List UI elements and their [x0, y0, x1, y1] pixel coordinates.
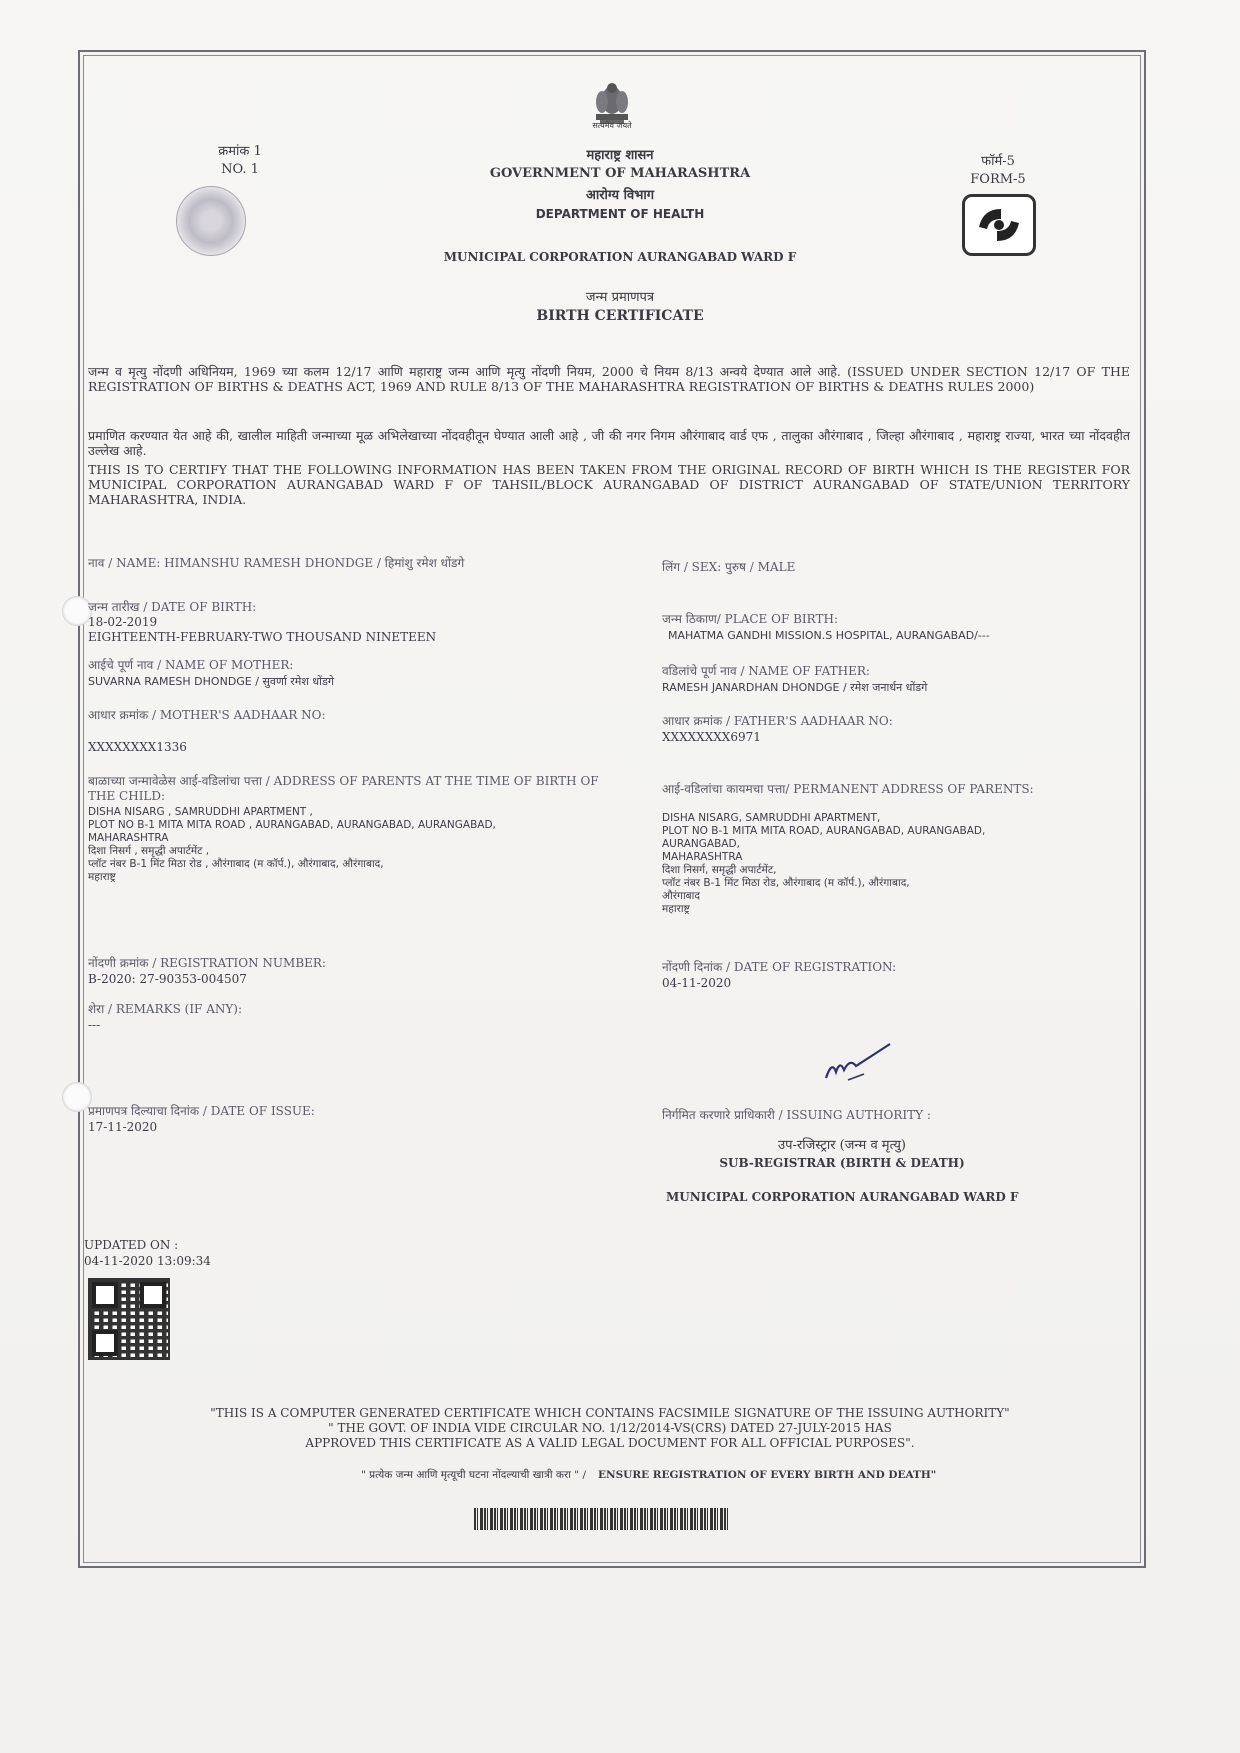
pob-label: जन्म ठिकाण/ PLACE OF BIRTH:: [662, 612, 838, 626]
permanent-address-line: DISHA NISARG, SAMRUDDHI APARTMENT,: [662, 812, 881, 824]
barcode-icon: [474, 1508, 730, 1530]
dob-value: 18-02-2019: [88, 615, 158, 629]
dob-words: EIGHTEENTH-FEBRUARY-TWO THOUSAND NINETEEN: [88, 630, 437, 644]
corporation-name: MUNICIPAL CORPORATION AURANGABAD WARD F: [443, 250, 797, 264]
authority-title-en: SUB-REGISTRAR (BIRTH & DEATH): [719, 1156, 965, 1170]
mother-aadhaar-value: XXXXXXXX1336: [88, 740, 187, 754]
father-name-value: RAMESH JANARDHAN DHONDGE / रमेश जनार्धन धोंडगे: [662, 681, 928, 694]
updated-on-value: 04-11-2020 13:09:34: [84, 1254, 211, 1268]
certify-paragraph-mr: प्रमाणित करण्यात येत आहे की, खालील माहिती जन्माच्या मूळ अभिलेखाच्या नोंदवहीतून घेण्यात आली आहे , जी की नगर निगम औरंगाबाद वार्ड एफ , तालुका औरंगाबाद , जिल्हा औरंगाबाद , महाराष्ट्र राज्या, भारत च्या नोंदवहीत उल्लेख आहे.: [88, 428, 1130, 458]
municipal-seal-icon: [176, 186, 246, 256]
birth-address-label: बाळाच्या जन्मावेळेस आई-वडिलांचा पत्ता / ADDRESS OF PARENTS AT THE TIME OF BIRTH OF THE CHILD:: [88, 774, 599, 803]
form-number-en: FORM-5: [970, 172, 1026, 187]
updated-on-label: UPDATED ON :: [84, 1238, 179, 1252]
father-name-label: वडिलांचे पूर्ण नाव / NAME OF FATHER:: [662, 664, 870, 678]
footer-slogan-mr: " प्रत्येक जन्म आणि मृत्यूची घटना नोंदल्याची खात्री करा " /: [360, 1469, 586, 1481]
birth-address-line: DISHA NISARG , SAMRUDDHI APARTMENT ,: [88, 806, 313, 818]
registration-number-value: B-2020: 27-90353-004507: [88, 972, 247, 986]
registration-logo-icon: [962, 194, 1036, 256]
dept-name-en: DEPARTMENT OF HEALTH: [535, 207, 705, 221]
permanent-address-line: प्लॉट नंबर B-1 मिंट मिठा रोड, औरंगाबाद (म कॉर्प.), औरंगाबाद,: [662, 877, 910, 889]
form-number-mr: फॉर्म-5: [981, 154, 1015, 169]
permanent-address-line: महाराष्ट्र: [662, 903, 690, 915]
permanent-address-line: PLOT NO B-1 MITA MITA ROAD, AURANGABAD, AURANGABAD,: [662, 825, 986, 837]
father-aadhaar-label: आधार क्रमांक / FATHER'S AADHAAR NO:: [662, 714, 893, 728]
footer-line-2: " THE GOVT. OF INDIA VIDE CIRCULAR NO. 1/12/2014-VS(CRS) DATED 27-JULY-2015 HAS: [328, 1421, 892, 1435]
dept-name-mr: आरोग्य विभाग: [585, 188, 655, 203]
authority-title-mr: उप-रजिस्ट्रार (जन्म व मृत्यु): [778, 1138, 906, 1153]
footer-line-1: "THIS IS A COMPUTER GENERATED CERTIFICATE WHICH CONTAINS FACSIMILE SIGNATURE OF THE ISSUING AUTHORITY": [210, 1406, 1010, 1420]
birth-address-line: प्लॉट नंबर B-1 मिंट मिठा रोड , औरंगाबाद (म कॉर्प.), औरंगाबाद, औरंगाबाद,: [88, 858, 384, 870]
govt-name-mr: महाराष्ट्र शासन: [586, 148, 654, 163]
permanent-address-line: AURANGABAD,: [662, 838, 740, 850]
birth-address-block: [88, 806, 648, 884]
permanent-address-label: आई-वडिलांचा कायमचा पत्ता/ PERMANENT ADDRESS OF PARENTS:: [662, 782, 1034, 796]
dob-label: जन्म तारीख / DATE OF BIRTH:: [88, 600, 257, 614]
authority-corporation: MUNICIPAL CORPORATION AURANGABAD WARD F: [666, 1190, 1019, 1204]
qr-code-icon: [88, 1278, 170, 1360]
issue-date-value: 17-11-2020: [88, 1120, 158, 1134]
emblem-motto: सत्यमेव जयते: [592, 121, 632, 130]
footer-line-3: APPROVED THIS CERTIFICATE AS A VALID LEGAL DOCUMENT FOR ALL OFFICIAL PURPOSES".: [305, 1436, 915, 1450]
title-en: BIRTH CERTIFICATE: [536, 308, 704, 324]
title-mr: जन्म प्रमाणपत्र: [585, 290, 655, 305]
issuing-authority-label: निर्गमित करणारे प्राधिकारी / ISSUING AUTHORITY :: [662, 1108, 931, 1122]
govt-name-en: GOVERNMENT OF MAHARASHTRA: [489, 166, 751, 181]
permanent-address-block: [662, 812, 1132, 916]
birth-address-line: PLOT NO B-1 MITA MITA ROAD , AURANGABAD, AURANGABAD, AURANGABAD,: [88, 819, 496, 831]
pob-value: MAHATMA GANDHI MISSION.S HOSPITAL, AURANGABAD/---: [668, 629, 990, 642]
remarks-label: शेरा / REMARKS (IF ANY):: [88, 1002, 243, 1016]
mother-name-value: SUVARNA RAMESH DHONDGE / सुवर्णा रमेश धोंडगे: [88, 675, 335, 688]
birth-address-line: MAHARASHTRA: [88, 832, 169, 844]
serial-number-en: NO. 1: [221, 162, 259, 177]
serial-number-mr: क्रमांक 1: [218, 144, 262, 159]
permanent-address-line: MAHARASHTRA: [662, 851, 743, 863]
father-aadhaar-value: XXXXXXXX6971: [662, 730, 761, 744]
issued-under-paragraph: जन्म व मृत्यु नोंदणी अधिनियम, 1969 च्या कलम 12/17 आणि महाराष्ट्र जन्म आणि मृत्यु नोंदणी नियम, 2000 चे नियम 8/13 अन्वये देण्यात आले आहे. (ISSUED UNDER SECTION 12/17 OF THE REGISTRATION OF BIRTHS & DEATHS ACT, 1969 AND RULE 8/13 OF THE MAHARASHTRA REGISTRATION OF BIRTHS & DEATHS RULES 2000): [88, 364, 1130, 394]
signature-icon: [818, 1030, 898, 1090]
remarks-value: ---: [88, 1018, 101, 1032]
birth-address-line: दिशा निसर्ग , समृद्धी अपार्टमेंट ,: [88, 845, 210, 857]
registration-date-label: नोंदणी दिनांक / DATE OF REGISTRATION:: [662, 960, 897, 974]
issue-date-label: प्रमाणपत्र दिल्याचा दिनांक / DATE OF ISSUE:: [88, 1104, 315, 1118]
registration-number-label: नोंदणी क्रमांक / REGISTRATION NUMBER:: [88, 956, 326, 970]
registration-date-value: 04-11-2020: [662, 976, 732, 990]
permanent-address-line: औरंगाबाद: [662, 890, 700, 902]
birth-address-line: महाराष्ट्र: [88, 871, 116, 883]
mother-aadhaar-label: आधार क्रमांक / MOTHER'S AADHAAR NO:: [88, 708, 326, 722]
permanent-address-line: दिशा निसर्ग, समृद्धी अपार्टमेंट,: [662, 864, 777, 876]
footer-slogan-en: ENSURE REGISTRATION OF EVERY BIRTH AND DEATH": [598, 1469, 937, 1481]
child-name: नाव / NAME: HIMANSHU RAMESH DHONDGE / हिमांशु रमेश धोंडगे: [88, 556, 465, 570]
certify-paragraph-en: THIS IS TO CERTIFY THAT THE FOLLOWING INFORMATION HAS BEEN TAKEN FROM THE ORIGINAL RECORD OF BIRTH WHICH IS THE REGISTER FOR MUNICIPAL CORPORATION AURANGABAD WARD F OF TAHSIL/BLOCK AURANGABAD OF DISTRICT AURANGABAD OF STATE/UNION TERRITORY MAHARASHTRA, INDIA.: [88, 462, 1130, 507]
child-sex: लिंग / SEX: पुरुष / MALE: [662, 560, 796, 574]
mother-name-label: आईचे पूर्ण नाव / NAME OF MOTHER:: [88, 658, 294, 672]
